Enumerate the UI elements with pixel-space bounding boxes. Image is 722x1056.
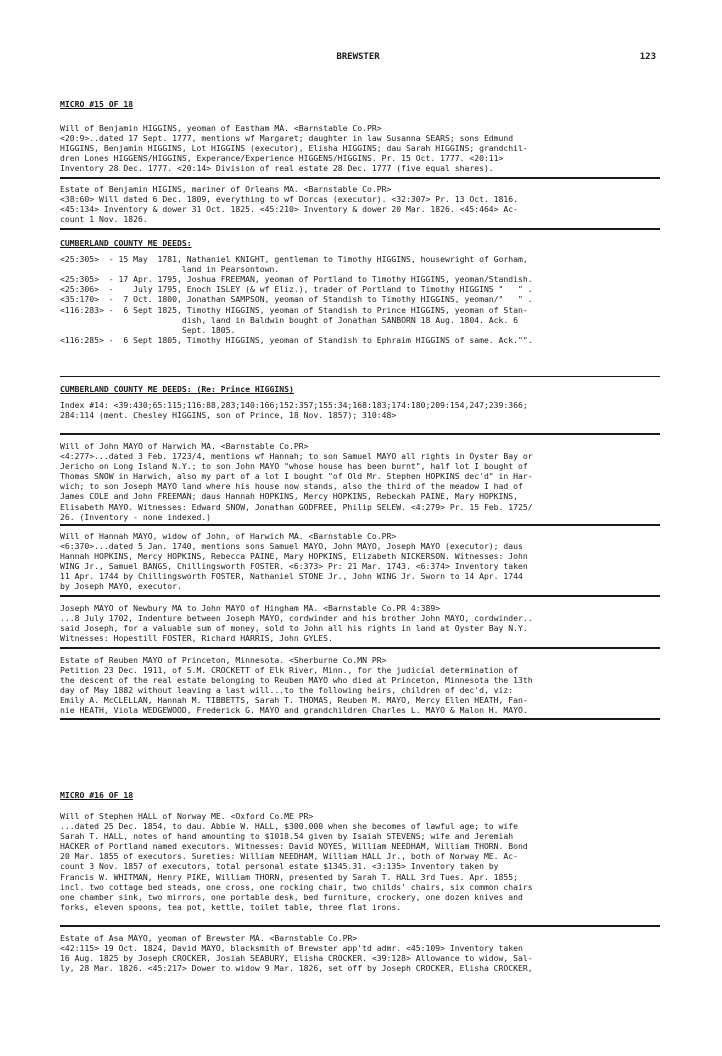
entry-line: Thomas SNOW in Harwich, also my part of a lot I bought "of Old Mr. Stephen HOPKINS dec'd" in Har-: [60, 471, 533, 482]
entry-line: Elisabeth MAYO. Witnesses: Edward SNOW, Jonathan GODFREE, Philip SELEW. <4:279> Pr. 15 Feb. 1725/: [60, 501, 533, 512]
divider: [60, 595, 660, 597]
divider: [60, 177, 660, 179]
divider: [60, 524, 660, 526]
entry-line: Index #14: <39:430;65:115;116:88,283;140:166;152:357;155:34;168:183;174:180;209:154,247;239:366;: [60, 400, 528, 411]
deed-row: <25:306> - July 1795, Enoch ISLEY (& wf Eliz.), trader of Portland to Timothy HIGGINS " " .: [60, 284, 533, 295]
entry-joseph-mayo: [60, 603, 660, 643]
divider: [60, 228, 660, 230]
section-heading: CUMBERLAND COUNTY ME DEEDS:: [60, 238, 192, 248]
entry-line: WING Jr., Samuel BANGS, Chillingsworth FOSTER. <6:373> Pr: 21 Mar. 1743. <6:374> Inventory taken: [60, 561, 528, 572]
entry-line: HIGGINS, Benjamin HIGGINS, Lot HIGGINS (executor), Elisha HIGGINS; dau Sarah HIGGINS; grandchil-: [60, 143, 528, 154]
divider: [60, 433, 660, 435]
entry-line: one chamber sink, two mirrors, one portable desk, bed furniture, crockery, one dozen knives and: [60, 891, 523, 902]
entry-line: HACKER of Portland named executors. Witnesses: David NOYES, William NEEDHAM, William THORN. Bond: [60, 841, 528, 852]
entry-line: 26. (Inventory - none indexed.): [60, 511, 212, 522]
entry-line: 284:114 (ment. Chesley HIGGINS, son of Prince, 18 Nov. 1857); 310:48>: [60, 410, 397, 421]
entry-line: Jericho on Long Island N.Y.; to son John MAYO "whose house has been burnt", half lot I bought of: [60, 461, 528, 472]
micro-16-label: MICRO #16 OF 18: [60, 790, 134, 800]
entry-reuben-mayo: [60, 655, 660, 716]
deed-row: Sept. 1805.: [60, 324, 236, 335]
micro-15-label: MICRO #15 OF 18: [60, 99, 134, 109]
entry-line: ...8 July 1702, Indenture between Joseph MAYO, cordwinder and his brother John MAYO, cordwinder..: [60, 613, 533, 624]
cumberland-deeds-section: [60, 238, 660, 345]
entry-line: dren Lones HIGGENS/HIGGINS, Experance/Experience HIGGENS/HIGGINS. Pr. 15 Oct. 1777. <20:11>: [60, 153, 504, 164]
entry-line: 11 Apr. 1744 by Chillingsworth FOSTER, Nathaniel STONE Jr., John WING Jr. Sworn to 14 Apr. 1744: [60, 571, 523, 582]
divider: [60, 925, 660, 927]
entry-line: day of May 1882 without leaving a last will...to the following heirs, children of dec'd, viz:: [60, 685, 514, 696]
section-heading: CUMBERLAND COUNTY ME DEEDS: (Re: Prince HIGGINS): [60, 384, 294, 394]
entry-john-mayo: [60, 441, 660, 522]
entry-line: Will of Benjamin HIGGINS, yeoman of Eastham MA. <Barnstable Co.PR>: [60, 123, 382, 133]
entry-line: Will of Stephen HALL of Norway ME. <Oxford Co.ME PR>: [60, 811, 314, 821]
entry-line: ly, 28 Mar. 1826. <45:217> Dower to widow 9 Mar. 1826, set off by Joseph CROCKER, Elisha CROCKER,: [60, 963, 533, 974]
divider: [60, 718, 660, 720]
page-number: 123: [639, 52, 656, 62]
entry-line: forks, eleven spoons, tea pot, kettle, toilet table, three flat irons.: [60, 901, 402, 912]
entry-line: count 1 Nov. 1826.: [60, 214, 148, 225]
entry-asa-mayo: [60, 933, 660, 973]
divider: [60, 376, 660, 377]
deed-row: <25:305> - 17 Apr. 1795, Joshua FREEMAN, yeoman of Portland to Timothy HIGGINS, yeoman/Standish.: [60, 274, 533, 285]
entry-line: incl. two cottage bed steads, one cross, one rocking chair, two childs' chairs, six common chairs: [60, 881, 533, 892]
entry-line: Estate of Benjamin HIGINS, mariner of Orleans MA. <Barnstable Co.PR>: [60, 184, 392, 194]
entry-line: wich; to son Joseph MAYO land where his house now stands, also the third of the meadow I had of: [60, 481, 523, 492]
entry-line: 20 Mar. 1855 of executors. Sureties: William NEEDHAM, William HALL Jr., both of Norway ME. Ac-: [60, 851, 519, 862]
entry-line: Will of John MAYO of Harwich MA. <Barnstable Co.PR>: [60, 441, 309, 451]
running-title: BREWSTER: [336, 52, 380, 62]
entry-line: Inventory 28 Dec. 1777. <20:14> Division of real estate 28 Dec. 1777 (five equal shares).: [60, 163, 494, 174]
entry-line: count 3 Nov. 1857 of executors, total personal estate $1345.31. <3:135> Inventory taken by: [60, 861, 499, 872]
entry-line: Hannah HOPKINS, Mercy HOPKINS, Rebecca PAINE, Mary HOPKINS, Elizabeth NICKERSON. Witnesses: John: [60, 551, 528, 562]
deed-row: <116:283> - 6 Sept 1825, Timothy HIGGINS, yeoman of Standish to Prince HIGGINS, yeoman of Stan-: [60, 304, 528, 315]
entry-line: by Joseph MAYO, executor.: [60, 581, 182, 592]
page-header: [60, 52, 656, 64]
cumberland-prince-section: [60, 384, 660, 420]
entry-line: James COLE and John FREEMAN; daus Hannah HOPKINS, Mercy HOPKINS, Rebeckah PAINE, Mary HOPKINS,: [60, 491, 519, 502]
entry-line: <6:370>...dated 5 Jan. 1740, mentions sons Samuel MAYO, John MAYO, Joseph MAYO (executor); daus: [60, 541, 523, 552]
entry-line: <45:134> Inventory & dower 31 Oct. 1825. <45:210> Inventory & dower 20 Mar. 1826. <45:464> Ac-: [60, 204, 519, 215]
entry-line: <20:9>..dated 17 Sept. 1777, mentions wf Margaret; daughter in law Susanna SEARS; sons Edmund: [60, 133, 514, 144]
entry-line: Petition 23 Dec. 1911, of S.M. CROCKETT of Elk River, Minn., for the judicial determination of: [60, 665, 519, 676]
entry-line: <42:115> 19 Oct. 1824, David MAYO, blacksmith of Brewster app'td admr. <45:109> Inventory taken: [60, 943, 523, 954]
divider: [60, 647, 660, 649]
entry-line: Joseph MAYO of Newbury MA to John MAYO of Hingham MA. <Barnstable Co.PR 4:389>: [60, 603, 441, 613]
entry-hannah-mayo: [60, 531, 660, 592]
micro-15-heading: [60, 99, 660, 109]
deed-row: <116:285> - 6 Sept 1805, Timothy HIGGINS, yeoman of Standish to Ephraim HIGGINS of same. Ack."".: [60, 334, 533, 345]
entry-line: Estate of Reuben MAYO of Princeton, Minnesota. <Sherburne Co.MN PR>: [60, 655, 387, 665]
entry-line: Emily A. McCLELLAN, Hannah M. TIBBETTS, Sarah T. THOMAS, Reuben M. MAYO, Mercy Ellen HEATH, Fan-: [60, 695, 528, 706]
entry-line: Estate of Asa MAYO, yeoman of Brewster MA. <Barnstable Co.PR>: [60, 933, 358, 943]
entry-line: nie HEATH, Viola WEDGEWOOD, Frederick G. MAYO and grandchildren Charles L. MAYO & Malon H. MAYO.: [60, 705, 528, 716]
entry-line: ...dated 25 Dec. 1854, to dau. Abbie W. HALL, $300.000 when she becomes of lawful age; to wife: [60, 821, 519, 832]
entry-line: Francis W. WHITMAN, Henry PIKE, William THORN, presented by Sarah T. HALL 3rd Tues. Apr. 1855;: [60, 871, 519, 882]
micro-16-heading: [60, 790, 660, 800]
entry-line: Witnesses: Hopestill FOSTER, Richard HARRIS, John GYLES.: [60, 633, 333, 644]
deed-row: dish, land in Baldwin bought of Jonathan SANBORN 18 Aug. 1804. Ack. 6: [60, 314, 519, 325]
entry-stephen-hall: [60, 811, 660, 912]
deed-row: land in Pearsontown.: [60, 264, 280, 275]
entry-line: <4:277>...dated 3 Feb. 1723/4, mentions wf Hannah; to son Samuel MAYO all rights in Oyster Bay or: [60, 451, 533, 462]
deed-row: <35:170> - 7 Oct. 1800, Jonathan SAMPSON, yeoman of Standish to Timothy HIGGINS, yeoman/" " .: [60, 294, 533, 305]
entry-line: 16 Aug. 1825 by Joseph CROCKER, Josiah SEABURY, Elisha CROCKER. <39:128> Allowance to widow, Sal-: [60, 953, 533, 964]
entry-benjamin-higgins-eastham: [60, 123, 660, 173]
entry-line: said Joseph, for a valuable sum of money, sold to John all his rights in land at Oyster Bay N.Y.: [60, 623, 528, 634]
entry-line: Will of Hannah MAYO, widow of John, of Harwich MA. <Barnstable Co.PR>: [60, 531, 397, 541]
entry-benjamin-higins-orleans: [60, 184, 660, 224]
entry-line: Sarah T. HALL, notes of hand amounting to $1018.54 given by Isaiah STEVENS; wife and Jeremiah: [60, 831, 514, 842]
deed-row: <25:305> - 15 May 1781, Nathaniel KNIGHT, gentleman to Timothy HIGGINS, housewright of Gorham,: [60, 254, 528, 265]
entry-line: the descent of the real estate belonging to Reuben MAYO who died at Princeton, Minnesota the 13th: [60, 675, 533, 686]
entry-line: <38:60> Will dated 6 Dec. 1809, everything to wf Dorcas (executor). <32:307> Pr. 13 Oct. 1816.: [60, 194, 519, 205]
